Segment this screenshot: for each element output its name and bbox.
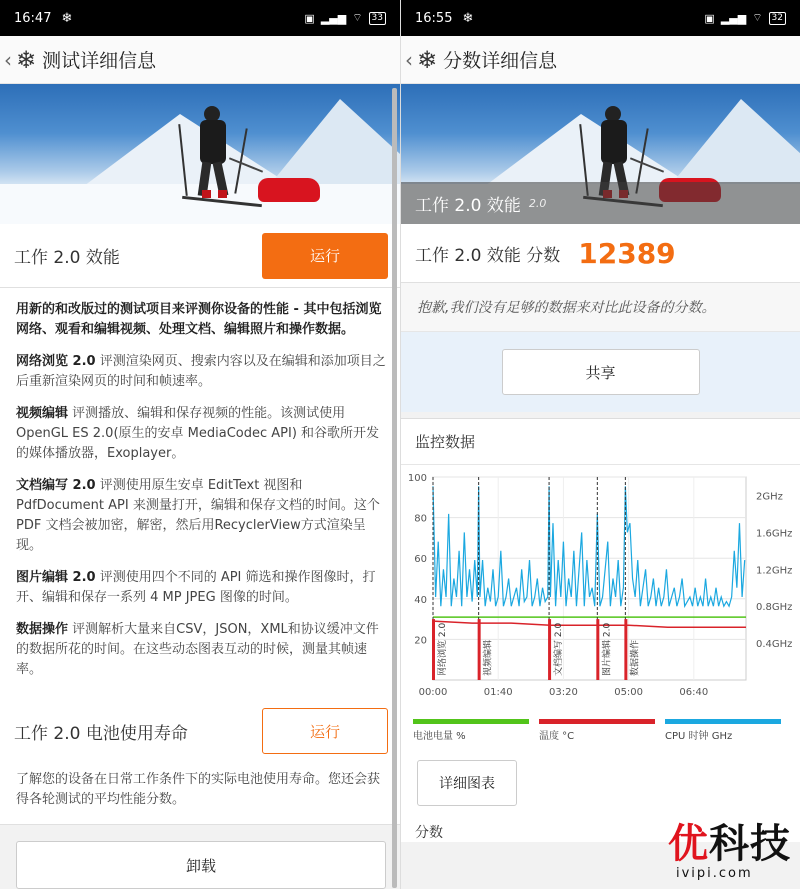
status-time: 16:55 (415, 10, 453, 26)
legend-cpu: CPU 时钟 GHz (665, 719, 781, 742)
y-left-tick-label: 60 (414, 554, 427, 566)
marker-bar (432, 619, 435, 680)
marker-bar (548, 619, 551, 680)
x-tick-label: 00:00 (418, 687, 448, 698)
sim-icon: ▣ (704, 11, 715, 25)
benchmark-name: 工作 2.0 效能 (14, 248, 120, 268)
y-right-tick-label: 0.4GHz (756, 639, 793, 651)
y-right-tick-label: 0.8GHz (756, 602, 793, 614)
x-tick-label: 01:40 (483, 687, 513, 698)
battery-icon: 32 (769, 12, 786, 25)
y-left-tick-label: 40 (414, 594, 427, 606)
share-button[interactable]: 共享 (502, 349, 700, 395)
marker-label: 图片编辑 2.0 (602, 622, 613, 676)
wifi-icon: ⌔ (352, 11, 363, 24)
section-video-editing: 视频编辑 评测播放、编辑和保存视频的性能。该测试使用 OpenGL ES 2.0(原生的安卓 MediaCodec API) 和谷歌所开发的媒体播放器，Exoplayer。 (16, 406, 380, 461)
watermark-logo: 优科技 ivipi.com (668, 821, 791, 881)
detailed-chart-button[interactable]: 详细图表 (417, 760, 517, 806)
chart-legend (401, 719, 800, 742)
status-bar (0, 0, 400, 36)
page-title: 测试详细信息 (42, 50, 157, 72)
scrollbar[interactable] (392, 88, 397, 888)
marker-label: 网络浏览 2.0 (438, 622, 448, 676)
snowflake-notification-icon: ❄ (61, 10, 73, 26)
title-bar (0, 36, 400, 84)
app-logo-icon: ❄ (16, 45, 37, 74)
battery-icon: 33 (369, 12, 386, 25)
benchmark-work-performance (0, 224, 400, 288)
x-tick-label: 06:40 (679, 687, 709, 698)
battery-description: 了解您的设备在日常工作条件下的实际电池使用寿命。您还会获得各轮测试的平均性能分数。 (0, 762, 400, 825)
wifi-icon: ⌔ (752, 11, 763, 24)
benchmark-battery-life (0, 700, 400, 762)
snowflake-notification-icon: ❄ (462, 10, 474, 26)
y-left-tick-label: 100 (407, 473, 427, 484)
score-label: 工作 2.0 效能 分数 (415, 245, 561, 266)
page-title: 分数详细信息 (443, 50, 558, 72)
y-right-tick-label: 1.2GHz (756, 565, 793, 577)
status-bar (401, 0, 800, 36)
y-left-tick-label: 80 (414, 513, 427, 525)
section-photo-editing: 图片编辑 2.0 评测使用四个不同的 API 筛选和操作图像时，打开、编辑和保存一系列 4 MP JPEG 图像的时间。 (16, 570, 376, 605)
section-writing: 文档编写 2.0 评测使用原生安卓 EditText 视图和 PdfDocument API 来测量打开，编辑和保存文档的时间。这个 PDF 文档会被加密，解密，然后用RecyclerView方式渲染呈现。 (16, 478, 380, 553)
hero-image (401, 84, 800, 224)
back-icon[interactable]: ‹ (405, 47, 413, 72)
section-data-manipulation: 数据操作 评测解析大量来自CSV，JSON，XML和协议缓冲文件的数据所花的时间。在这些动态图表互动的时候，测量其帧速率。 (16, 622, 379, 677)
x-tick-label: 03:20 (549, 687, 578, 698)
monitoring-title: 监控数据 (401, 419, 800, 465)
y-left-tick-label: 20 (414, 635, 427, 647)
benchmark-description (0, 288, 400, 700)
hero-label: 工作 2.0 效能 (415, 195, 521, 216)
x-tick-label: 05:00 (614, 687, 644, 698)
run-button[interactable]: 运行 (262, 233, 388, 279)
legend-temperature: 温度 °C (539, 719, 655, 742)
app-logo-icon: ❄ (417, 45, 438, 74)
marker-label: 数据操作 (630, 639, 641, 676)
section-web-browsing: 网络浏览 2.0 评测渲染网页、搜索内容以及在编辑和添加项目之后重新渲染网页的时间和帧速率。 (16, 354, 386, 389)
monitoring-chart (401, 465, 799, 715)
marker-bar (478, 619, 481, 680)
hero-version: 2.0 (528, 196, 547, 210)
score-row (401, 224, 800, 283)
share-section (401, 332, 800, 412)
marker-bar (624, 619, 627, 680)
monitoring-panel (401, 418, 800, 842)
hero-overlay (401, 182, 800, 224)
intro-text: 用新的和改版过的测试项目来评测你设备的性能 - 其中包括浏览网络、观看和编辑视频、处理文档、编辑照片和操作数据。 (16, 302, 382, 337)
marker-label: 视频编辑 (483, 639, 494, 676)
marker-bar (596, 619, 599, 680)
benchmark-name: 工作 2.0 电池使用寿命 (14, 723, 188, 744)
marker-label: 文档编写 2.0 (554, 622, 565, 676)
title-bar (401, 36, 800, 84)
y-right-tick-label: 1.6GHz (756, 528, 793, 540)
status-time: 16:47 (14, 10, 52, 26)
y-right-tick-label: 2GHz (756, 491, 783, 503)
uninstall-button[interactable]: 卸载 (16, 841, 386, 889)
signal-icon: ▂▄▆ (720, 11, 747, 25)
no-comparison-message: 抱歉,我们没有足够的数据来对比此设备的分数。 (401, 283, 800, 332)
score-details-screen (400, 0, 800, 889)
signal-icon: ▂▄▆ (320, 11, 347, 25)
sim-icon: ▣ (304, 11, 315, 25)
hero-image (0, 84, 400, 224)
score-section-title: 分数 (415, 825, 443, 841)
run-battery-button[interactable]: 运行 (262, 708, 388, 754)
legend-battery: 电池电量 % (413, 719, 529, 742)
score-value: 12389 (578, 236, 676, 270)
back-icon[interactable]: ‹ (4, 47, 12, 72)
